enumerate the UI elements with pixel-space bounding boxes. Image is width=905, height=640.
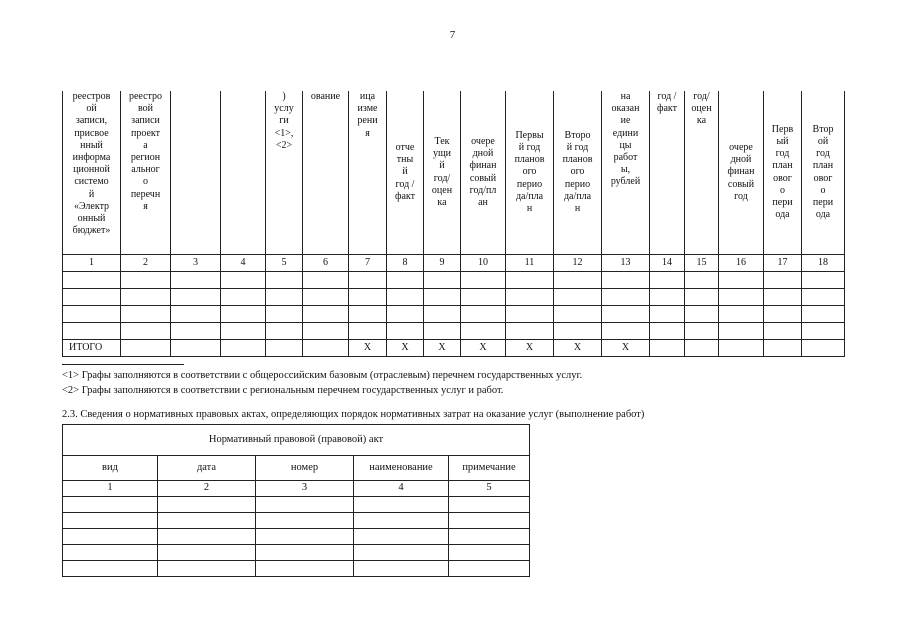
table-cell: [266, 272, 303, 289]
table-cell: [554, 323, 602, 340]
table-header-row: [63, 91, 845, 255]
column-number: 12: [554, 255, 602, 272]
total-cell: X: [461, 340, 506, 357]
table-cell: [354, 529, 449, 545]
table-row: [63, 545, 530, 561]
column-number: 15: [685, 255, 719, 272]
table-cell: [387, 289, 424, 306]
table-cell: [449, 561, 530, 577]
total-cell: [802, 340, 845, 357]
column-number: 16: [719, 255, 764, 272]
table-cell: [802, 306, 845, 323]
table-cell: [354, 513, 449, 529]
table-cell: [387, 272, 424, 289]
table-cell: [121, 289, 171, 306]
table-cell: [354, 545, 449, 561]
table-cell: [424, 289, 461, 306]
total-cell: [303, 340, 349, 357]
total-cell: X: [602, 340, 650, 357]
table-cell: [256, 561, 354, 577]
table-cell: [349, 323, 387, 340]
table-cell: [256, 529, 354, 545]
total-cell: X: [506, 340, 554, 357]
column-header: Тек ущи й год/ оцен ка: [424, 91, 461, 255]
column-number: 3: [171, 255, 221, 272]
table-cell: [354, 497, 449, 513]
table-cell: [63, 529, 158, 545]
column-header: очере дной финан совый год/пл ан: [461, 91, 506, 255]
acts-column-header: номер: [256, 456, 354, 481]
table-cell: [256, 513, 354, 529]
table-row: [63, 323, 845, 340]
total-cell: [171, 340, 221, 357]
table-cell: [449, 545, 530, 561]
table-cell: [349, 306, 387, 323]
table-cell: [506, 306, 554, 323]
total-cell: [764, 340, 802, 357]
table-cell: [221, 272, 266, 289]
table-cell: [650, 289, 685, 306]
column-header: ование: [303, 91, 349, 255]
table-cell: [506, 323, 554, 340]
table-cell: [158, 545, 256, 561]
table-cell: [650, 306, 685, 323]
table-row: [63, 513, 530, 529]
column-header: Второ й год планов ого перио да/пла н: [554, 91, 602, 255]
table-cell: [171, 323, 221, 340]
table-cell: [449, 497, 530, 513]
acts-column-numbers-row: [63, 481, 530, 497]
column-number: 17: [764, 255, 802, 272]
column-header: [221, 91, 266, 255]
table-cell: [303, 323, 349, 340]
table-cell: [449, 513, 530, 529]
table-cell: [506, 272, 554, 289]
column-number: 14: [650, 255, 685, 272]
table-cell: [764, 272, 802, 289]
total-cell: [221, 340, 266, 357]
table-cell: [63, 323, 121, 340]
column-header: год/ оцен ка: [685, 91, 719, 255]
table-row: [63, 561, 530, 577]
table-cell: [303, 306, 349, 323]
table-cell: [685, 289, 719, 306]
table-cell: [354, 561, 449, 577]
table-cell: [256, 545, 354, 561]
total-cell: [650, 340, 685, 357]
total-cell: [266, 340, 303, 357]
table-cell: [256, 497, 354, 513]
table-cell: [424, 272, 461, 289]
table-cell: [461, 306, 506, 323]
table-cell: [171, 272, 221, 289]
table-cell: [650, 323, 685, 340]
column-header: отче тны й год / факт: [387, 91, 424, 255]
table-row: [63, 497, 530, 513]
footnote-2: <2> Графы заполняются в соответствии с региональным перечнем государственных услуг и работ.: [62, 385, 504, 396]
acts-column-number: 3: [256, 481, 354, 497]
column-header: ) услу ги <1>, <2>: [266, 91, 303, 255]
table-cell: [650, 272, 685, 289]
table-cell: [461, 272, 506, 289]
table-cell: [221, 306, 266, 323]
acts-column-number: 5: [449, 481, 530, 497]
table-cell: [685, 323, 719, 340]
table-cell: [449, 529, 530, 545]
column-header: на оказан ие едини цы работ ы, рублей: [602, 91, 650, 255]
normative-acts-table: [62, 424, 530, 577]
table-cell: [121, 272, 171, 289]
table-cell: [171, 289, 221, 306]
column-number: 5: [266, 255, 303, 272]
total-cell: X: [349, 340, 387, 357]
acts-column-number: 1: [63, 481, 158, 497]
footnote-separator: [62, 364, 184, 365]
table-cell: [221, 289, 266, 306]
table-cell: [461, 323, 506, 340]
table-cell: [424, 306, 461, 323]
table-row: [63, 289, 845, 306]
table-cell: [63, 272, 121, 289]
column-number: 7: [349, 255, 387, 272]
table-cell: [221, 323, 266, 340]
acts-column-header: вид: [63, 456, 158, 481]
column-number: 4: [221, 255, 266, 272]
column-number: 1: [63, 255, 121, 272]
table-cell: [158, 529, 256, 545]
column-number: 6: [303, 255, 349, 272]
table-cell: [602, 323, 650, 340]
column-number: 2: [121, 255, 171, 272]
table-cell: [303, 272, 349, 289]
total-cell: X: [387, 340, 424, 357]
total-cell: X: [424, 340, 461, 357]
table-cell: [63, 561, 158, 577]
costs-table: [62, 91, 845, 357]
table-cell: [63, 497, 158, 513]
table-cell: [719, 306, 764, 323]
column-number: 13: [602, 255, 650, 272]
total-cell: [121, 340, 171, 357]
table-cell: [266, 289, 303, 306]
table-cell: [554, 272, 602, 289]
acts-column-header: наименование: [354, 456, 449, 481]
table-cell: [685, 306, 719, 323]
column-number: 10: [461, 255, 506, 272]
total-cell: [719, 340, 764, 357]
table-cell: [171, 306, 221, 323]
acts-column-number: 2: [158, 481, 256, 497]
table-cell: [387, 306, 424, 323]
footnote-1: <1> Графы заполняются в соответствии с общероссийским базовым (отраслевым) перечнем государственных услуг.: [62, 370, 583, 381]
table-cell: [63, 289, 121, 306]
table-cell: [602, 272, 650, 289]
table-row: [63, 272, 845, 289]
table-cell: [602, 289, 650, 306]
table-cell: [158, 513, 256, 529]
table-cell: [802, 272, 845, 289]
acts-header-row: [63, 456, 530, 481]
table-cell: [764, 323, 802, 340]
table-cell: [802, 289, 845, 306]
table-cell: [554, 289, 602, 306]
column-header: Втор ой год план овог о пери ода: [802, 91, 845, 255]
column-header: Перв ый год план овог о пери ода: [764, 91, 802, 255]
column-header: реестров ой записи, присвое нный информа ционной системо й «Электр онный бюджет»: [63, 91, 121, 255]
total-cell: [685, 340, 719, 357]
table-cell: [764, 306, 802, 323]
acts-table-title: Нормативный правовой (правовой) акт: [63, 425, 530, 456]
table-cell: [719, 272, 764, 289]
table-cell: [121, 323, 171, 340]
table-cell: [266, 323, 303, 340]
column-number: 9: [424, 255, 461, 272]
table-row: [63, 529, 530, 545]
column-numbers-row: [63, 255, 845, 272]
table-cell: [802, 323, 845, 340]
total-label: ИТОГО: [63, 340, 121, 357]
table-cell: [554, 306, 602, 323]
table-row: [63, 306, 845, 323]
table-cell: [158, 497, 256, 513]
table-cell: [424, 323, 461, 340]
table-cell: [602, 306, 650, 323]
table-cell: [719, 289, 764, 306]
acts-column-number: 4: [354, 481, 449, 497]
table-cell: [506, 289, 554, 306]
table-cell: [121, 306, 171, 323]
total-cell: X: [554, 340, 602, 357]
table-cell: [685, 272, 719, 289]
table-cell: [349, 272, 387, 289]
column-header: реестро вой записи проект а регион альног о перечн я: [121, 91, 171, 255]
column-header: Первы й год планов ого перио да/пла н: [506, 91, 554, 255]
table-cell: [63, 513, 158, 529]
column-number: 18: [802, 255, 845, 272]
acts-column-header: примечание: [449, 456, 530, 481]
column-number: 8: [387, 255, 424, 272]
table-cell: [63, 306, 121, 323]
table-cell: [461, 289, 506, 306]
table-cell: [764, 289, 802, 306]
table-cell: [266, 306, 303, 323]
acts-column-header: дата: [158, 456, 256, 481]
column-header: ица изме рени я: [349, 91, 387, 255]
total-row: [63, 340, 845, 357]
page-number: 7: [449, 29, 456, 41]
section-heading: 2.3. Сведения о нормативных правовых актах, определяющих порядок нормативных затрат на оказание услуг (выполнение работ): [62, 409, 645, 420]
table-cell: [303, 289, 349, 306]
table-cell: [63, 545, 158, 561]
table-cell: [158, 561, 256, 577]
table-cell: [387, 323, 424, 340]
column-number: 11: [506, 255, 554, 272]
column-header: год / факт: [650, 91, 685, 255]
table-cell: [349, 289, 387, 306]
column-header: очере дной финан совый год: [719, 91, 764, 255]
table-cell: [719, 323, 764, 340]
column-header: [171, 91, 221, 255]
